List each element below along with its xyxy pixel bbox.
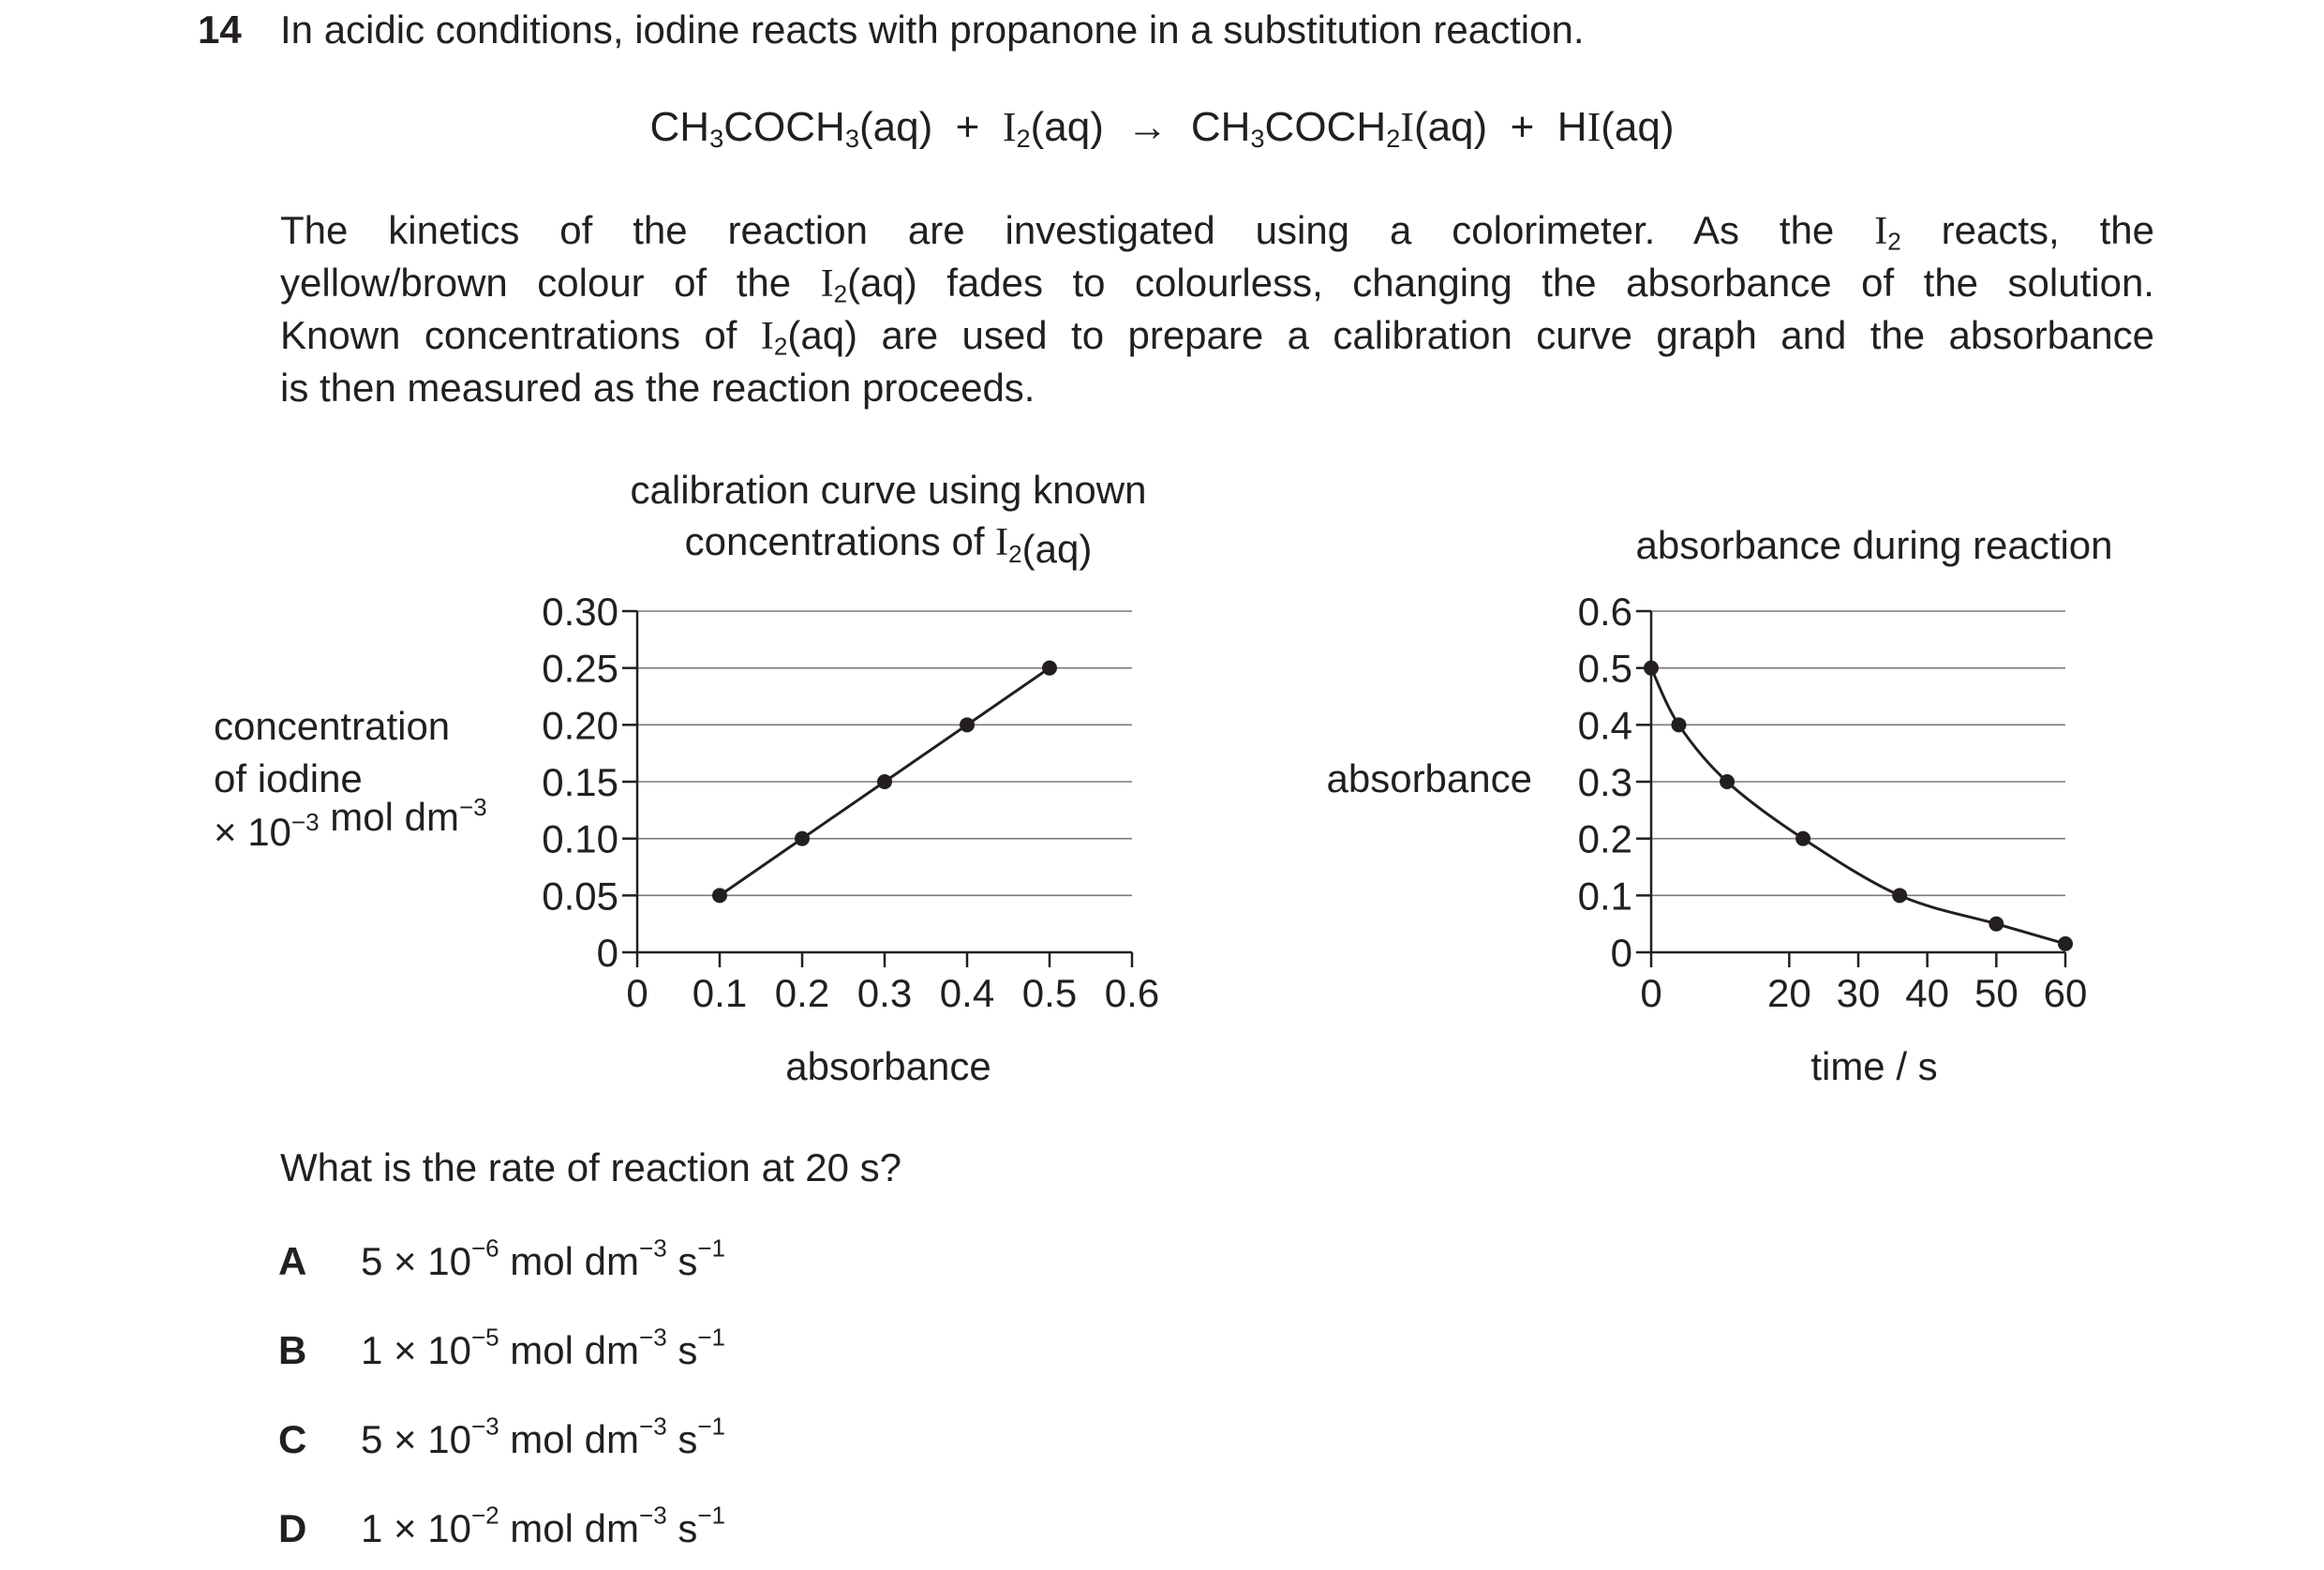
x-tick-label: 0.4 (939, 971, 995, 1015)
product-hydrogen-iodide: HI(aq) (1557, 104, 1675, 150)
data-point (1644, 661, 1659, 676)
option-letter: A (278, 1239, 307, 1283)
option-letter: C (278, 1417, 307, 1461)
x-tick-label: 30 (1836, 971, 1881, 1015)
data-point (1671, 717, 1686, 732)
x-tick-label: 50 (1974, 971, 2019, 1015)
y-tick-label: 0.05 (542, 874, 618, 919)
data-point (2058, 936, 2073, 951)
y-tick-label: 0.25 (542, 646, 618, 691)
x-tick-label: 0.1 (692, 971, 748, 1015)
y-axis-label: of iodine (214, 756, 363, 800)
y-tick-label: 0 (596, 931, 618, 975)
chart-title: calibration curve using known (630, 468, 1147, 512)
reactant-propanone: $CH_3COCH_3(aq)$ (649, 104, 933, 153)
x-tick-label: 60 (2043, 971, 2088, 1015)
option-text: $5 \times 10^{-3}$ mol $dm^{-3}$ $s^{-1}$ (361, 1412, 726, 1461)
data-point (1989, 917, 2004, 932)
paragraph-line: yellow/brown colour of the $I_2(aq)$ fades to colourless, changing the absorbance of the solution. (280, 261, 2154, 308)
chart-title: absorbance during reaction (1635, 523, 2113, 567)
x-tick-label: 0.2 (774, 971, 830, 1015)
option-text: $1 \times 10^{-5}$ mol $dm^{-3}$ $s^{-1}$ (361, 1323, 726, 1372)
x-tick-label: 0 (1640, 971, 1662, 1015)
y-axis-label: concentration (214, 704, 451, 748)
question-prompt: What is the rate of reaction at 20 s? (280, 1145, 902, 1189)
x-tick-label: 20 (1766, 971, 1811, 1015)
data-point (1042, 661, 1057, 676)
x-axis-label: absorbance (785, 1044, 991, 1088)
series-line (1651, 668, 2065, 944)
y-tick-label: 0.30 (542, 590, 618, 634)
option-text: $5 \times 10^{-6}$ mol $dm^{-3}$ $s^{-1}$ (361, 1234, 726, 1283)
option-c[interactable] (278, 1412, 726, 1462)
y-tick-label: 0 (1610, 931, 1632, 975)
y-tick-label: 0.20 (542, 703, 618, 748)
product-iodopropanone: $CH_3COCH_2I(aq)$ (1190, 104, 1488, 153)
question-stem: In acidic conditions, iodine reacts with propanone in a substitution reaction. (280, 7, 1585, 52)
y-axis-label: absorbance (1326, 756, 1532, 800)
option-b[interactable] (278, 1323, 726, 1373)
y-tick-label: 0.3 (1577, 760, 1632, 804)
x-axis-label: time / s (1810, 1044, 1938, 1088)
y-tick-label: 0.10 (542, 816, 618, 861)
data-point (960, 717, 975, 732)
data-point (1892, 888, 1907, 903)
paragraph-line: Known concentrations of $I_2(aq)$ are used to prepare a calibration curve graph and the absorbance (280, 313, 2155, 361)
option-d[interactable] (278, 1501, 726, 1551)
chart-title: concentrations of I2(aq) (684, 519, 1093, 571)
question-number: 14 (198, 7, 242, 52)
y-tick-label: 0.6 (1577, 590, 1632, 634)
y-tick-label: 0.2 (1577, 816, 1632, 861)
x-tick-label: 0.5 (1021, 971, 1078, 1015)
reactant-iodine: $I_2(aq)$ (1002, 104, 1104, 153)
y-tick-label: 0.5 (1577, 646, 1632, 691)
data-point (877, 774, 892, 789)
reaction-arrow: → (1126, 104, 1169, 150)
y-tick-label: 0.4 (1577, 703, 1632, 748)
data-point (712, 888, 727, 903)
x-tick-label: 40 (1905, 971, 1950, 1015)
paragraph-line: is then measured as the reaction proceeds. (280, 366, 1035, 410)
option-letter: D (278, 1506, 307, 1550)
y-tick-label: 0.1 (1577, 874, 1632, 919)
data-point (1795, 831, 1810, 846)
y-tick-label: 0.15 (542, 760, 618, 804)
option-text: $1 \times 10^{-2}$ mol $dm^{-3}$ $s^{-1}$ (361, 1501, 726, 1550)
x-tick-label: 0 (626, 971, 648, 1015)
x-tick-label: 0.6 (1104, 971, 1160, 1015)
option-letter: B (278, 1328, 307, 1372)
option-a[interactable] (278, 1234, 726, 1284)
x-tick-label: 0.3 (857, 971, 913, 1015)
data-point (1720, 774, 1735, 789)
paragraph-line: The kinetics of the reaction are investigated using a colorimeter. As the $I_2$ reacts, the (280, 208, 2154, 256)
reaction-equation: $CH_3COCH_3(aq) + I_2(aq)$ → $CH_3COCH_2I(aq) + HI(aq)$ (649, 104, 1675, 153)
y-axis-label: × $10^{-3}$ mol $dm^{-3}$ (214, 793, 487, 854)
data-point (795, 831, 810, 846)
